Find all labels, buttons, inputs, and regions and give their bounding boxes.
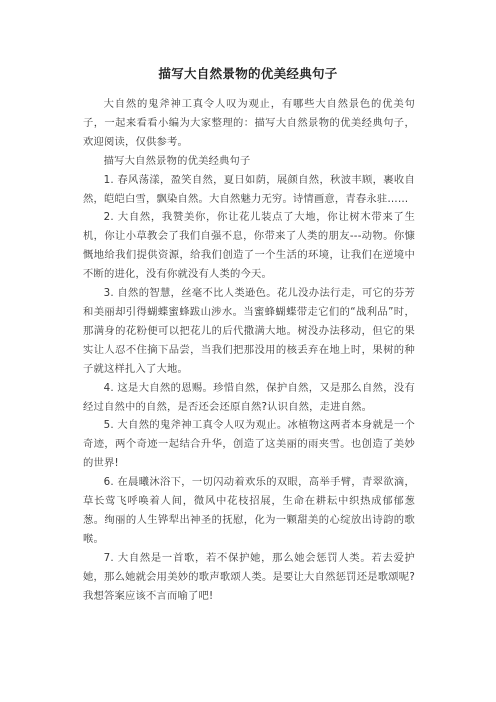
intro-paragraph: 大自然的鬼斧神工真令人叹为观止，有哪些大自然景色的优美句子，一起来看看小编为大家整理的：描写大自然景物的优美经典句子，欢迎阅读，仅供参考。 (83, 98, 415, 148)
sentence-paragraph-6: 6. 在晨曦沐浴下，一切闪动着欢乐的双眼，高举手臂，青翠欲滴，草长莺飞呼唤着人间，微风中花枝招展，生命在耕耘中织热成郁郁葱葱。绚丽的人生铧犁出神圣的抚慰，化为一颗甜美的心绽放出诗韵的歌喉。 (83, 476, 415, 545)
section-subtitle: 描写大自然景物的优美经典句子 (103, 154, 251, 167)
sentence-paragraph-1: 1. 春风荡漾，盈笑自然，夏日如荫，展颜自然，秋波丰顾，裹收自然，皑皑白雪，飘染自然。大自然魅力无穷。诗情画意，青春永驻…… (83, 173, 415, 205)
sentence-paragraph-2: 2. 大自然，我赞美你，你让花儿装点了大地，你让树木带来了生机，你让小草教会了我们自强不息，你带来了人类的朋友---动物。你慷慨地给我们提供资源，给我们创造了一个生活的环境，让我们在逆境中不断的进化，没有你就没有人类的今天。 (83, 211, 415, 281)
page-title: 描写大自然景物的优美经典句子 (158, 66, 338, 81)
sentence-paragraph-5: 5. 大自然的鬼斧神工真令人叹为观止。冰植物这两者本身就是一个奇迹，两个奇迹一起结合升华，创造了这美丽的雨夹雪。也创造了美妙的世界! (83, 419, 415, 470)
sentence-paragraph-7: 7. 大自然是一首歌，若不保护她，那么她会惩罚人类。若去爱护她，那么她就会用美妙的歌声歌颂人类。是要让大自然惩罚还是歌颂呢?我想答案应该不言而喻了吧! (83, 551, 415, 602)
sentence-paragraph-3: 3. 自然的智慧，丝毫不比人类逊色。花儿没办法行走，可它的芬芳和美丽却引得蝴蝶蜜蜂跋山涉水。当蜜蜂蝴蝶带走它们的“战利品”时，那满身的花粉便可以把花儿的后代撒满大地。树没办法移动，但它的果实让人忍不住摘下品尝，当我们把那没用的核丢弃在地上时，果树的种子就这样扎入了大地。 (83, 287, 415, 375)
article-body (83, 95, 415, 605)
sentence-paragraph-4: 4. 这是大自然的恩赐。珍惜自然，保护自然，又是那么自然，没有经过自然中的自然，是否还会还原自然?认识自然，走进自然。 (83, 381, 415, 413)
